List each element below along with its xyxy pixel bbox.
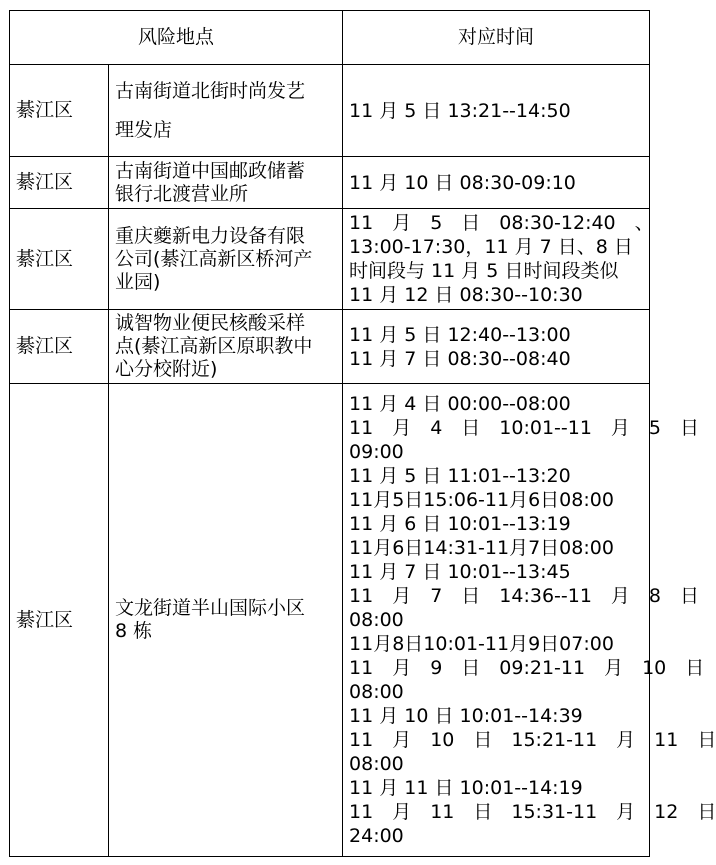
time-line: 11 月 10 日 10:01--14:39 xyxy=(349,705,583,727)
time-line: 11 月 7 日 14:36--11 月 8 日 xyxy=(349,585,700,607)
time-line: 11 月 5 日 11:01--13:20 xyxy=(349,465,571,487)
place-line: 理发店 xyxy=(115,118,173,141)
district-cell: 綦江区 xyxy=(10,209,109,310)
place-line: 文龙街道半山国际小区 xyxy=(115,597,306,619)
time-line: 11 月 4 日 00:00--08:00 xyxy=(349,393,571,415)
header-time: 对应时间 xyxy=(343,11,650,65)
place-line: 心分校附近) xyxy=(115,358,218,380)
table-row xyxy=(10,65,650,157)
place-line: 业园) xyxy=(115,270,161,293)
time-line: 24:00 xyxy=(349,825,404,847)
time-line: 09:00 xyxy=(349,441,404,463)
time-line: 11 月 12 日 08:30--10:30 xyxy=(349,284,583,306)
place-line: 8 栋 xyxy=(115,620,153,642)
time-cell xyxy=(343,310,650,384)
table-row xyxy=(10,209,650,310)
time-line: 11 月 5 日 12:40--13:00 xyxy=(349,323,571,346)
time-line: 08:00 xyxy=(349,753,404,775)
time-line: 11 月 7 日 08:30--08:40 xyxy=(349,347,571,370)
place-cell xyxy=(109,157,343,209)
header-location: 风险地点 xyxy=(10,11,343,65)
place-line: 古南街道北街时尚发艺 xyxy=(115,79,306,102)
time-cell xyxy=(343,209,654,310)
place-line: 重庆夔新电力设备有限 xyxy=(115,224,306,247)
table-header-row xyxy=(10,11,650,65)
table-row xyxy=(10,310,650,384)
table-row xyxy=(10,384,650,857)
place-line: 公司(綦江高新区桥河产 xyxy=(115,247,313,270)
time-cell xyxy=(343,157,650,209)
place-cell xyxy=(109,209,343,310)
place-line: 古南街道中国邮政储蓄 xyxy=(115,159,306,182)
time-line: 11 月 7 日 10:01--13:45 xyxy=(349,561,571,583)
place-cell xyxy=(109,310,343,384)
time-line: 08:00 xyxy=(349,609,404,631)
place-line: 银行北渡营业所 xyxy=(115,182,249,205)
district-cell: 綦江区 xyxy=(10,157,109,209)
place-line: 诚智物业便民核酸采样 xyxy=(115,312,306,334)
time-line: 08:00 xyxy=(349,681,404,703)
time-line: 11月8日10:01-11月9日07:00 xyxy=(349,633,614,655)
time-line: 11 月 5 日 08:30-12:40 、 xyxy=(349,212,654,234)
place-line: 点(綦江高新区原职教中 xyxy=(115,335,313,357)
time-line: 11 月 10 日 08:30-09:10 xyxy=(349,171,576,194)
time-line: 11 月 11 日 10:01--14:19 xyxy=(349,777,583,799)
place-cell xyxy=(109,384,343,857)
time-line: 11 月 9 日 09:21-11 月 10 日 xyxy=(349,657,705,679)
district-cell: 綦江区 xyxy=(10,384,109,857)
time-line: 11 月 6 日 10:01--13:19 xyxy=(349,513,571,535)
time-line: 11 月 10 日 15:21-11 月 11 日 xyxy=(349,729,716,751)
time-line: 13:00-17:30，11 月 7 日、8 日 xyxy=(349,236,633,258)
time-line: 11月6日14:31-11月7日08:00 xyxy=(349,537,614,559)
time-line: 11 月 11 日 15:31-11 月 12 日 xyxy=(349,801,716,823)
time-cell xyxy=(343,384,716,857)
risk-locations-table xyxy=(9,10,716,857)
district-cell: 綦江区 xyxy=(10,65,109,157)
place-cell xyxy=(109,65,343,157)
time-line: 时间段与 11 月 5 日时间段类似 xyxy=(349,260,619,282)
time-cell xyxy=(343,65,650,157)
time-line: 11月5日15:06-11月6日08:00 xyxy=(349,489,614,511)
district-cell: 綦江区 xyxy=(10,310,109,384)
table-row xyxy=(10,157,650,209)
time-line: 11 月 5 日 13:21--14:50 xyxy=(349,99,571,122)
time-line: 11 月 4 日 10:01--11 月 5 日 xyxy=(349,417,700,439)
